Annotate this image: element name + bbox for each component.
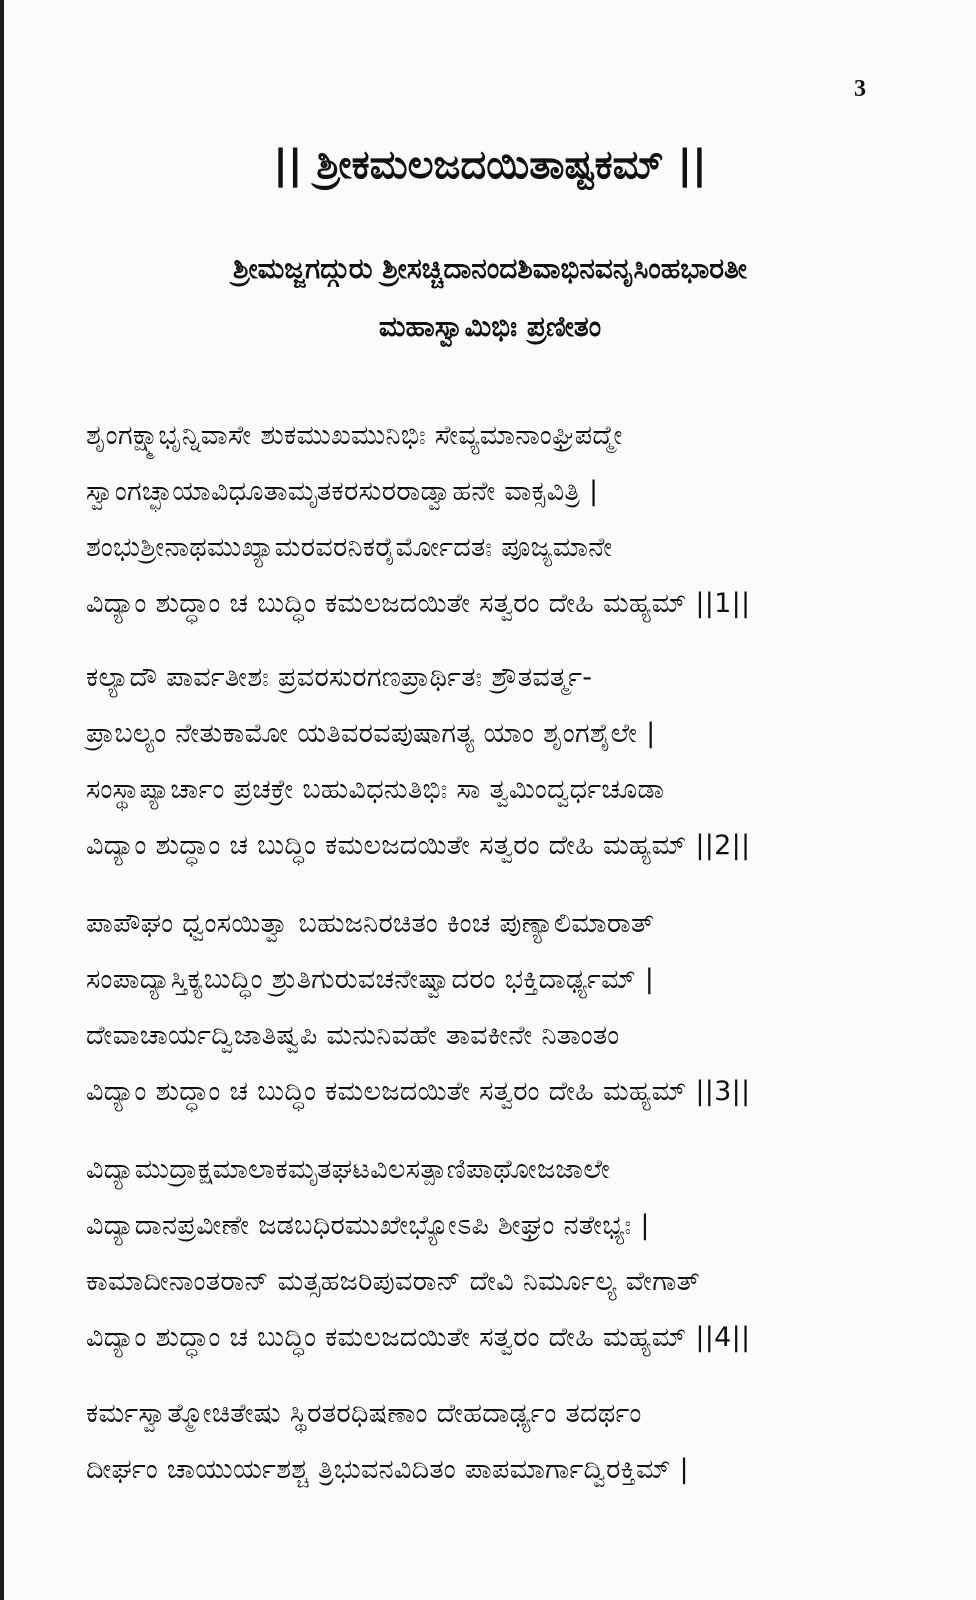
verse-refrain: ವಿದ್ಯಾಂ ಶುದ್ಧಾಂ ಚ ಬುದ್ಧಿಂ ಕಮಲಜದಯಿತೇ ಸತ್ವರಂ ದೇಹಿ ಮಹ್ಯಮ್ ||1|| xyxy=(86,588,751,619)
verse-1 xyxy=(86,408,946,632)
verse-line: ವಿದ್ಯಾಮುದ್ರಾಕ್ಷಮಾಲಾಕಮೃತಘಟವಿಲಸತ್ಪಾಣಿಪಾಥೋಜಜಾಲೇ xyxy=(86,1154,611,1185)
page-title: || ಶ್ರೀಕಮಲಜದಯಿತಾಷ್ಟಕಮ್ || xyxy=(273,142,707,188)
verse-3 xyxy=(86,896,946,1120)
page-number: 3 xyxy=(854,76,866,102)
subtitle-line-1: ಶ್ರೀಮಜ್ಜಗದ್ಗುರು ಶ್ರೀಸಚ್ಚಿದಾನಂದಶಿವಾಭಿನವನೃಸಿಂಹಭಾರತೀ xyxy=(233,252,747,285)
verse-line: ದೇವಾಚಾರ್ಯದ್ವಿಜಾತಿಷ್ವಪಿ ಮನುನಿವಹೇ ತಾವಕೀನೇ ನಿತಾಂತಂ xyxy=(86,1020,620,1051)
verse-line: ದೀರ್ಘಂ ಚಾಯುರ್ಯಶಶ್ಚ ತ್ರಿಭುವನವಿದಿತಂ ಪಾಪಮಾರ್ಗಾದ್ವಿರಕ್ತಿಮ್ | xyxy=(86,1454,689,1485)
verse-line: ಸಂಸ್ಥಾಪ್ಯಾರ್ಚಾಂ ಪ್ರಚಕ್ರೇ ಬಹುವಿಧನುತಿಭಿಃ ಸಾ ತ್ವಮಿಂದ್ವರ್ಧಚೂಡಾ xyxy=(86,774,665,805)
book-page xyxy=(4,0,976,1600)
verse-refrain: ವಿದ್ಯಾಂ ಶುದ್ಧಾಂ ಚ ಬುದ್ಧಿಂ ಕಮಲಜದಯಿತೇ ಸತ್ವರಂ ದೇಹಿ ಮಹ್ಯಮ್ ||3|| xyxy=(86,1076,751,1107)
verse-5 xyxy=(86,1386,946,1498)
verse-line: ಕಲ್ಯಾದೌ ಪಾರ್ವತೀಶಃ ಪ್ರವರಸುರಗಣಪ್ರಾರ್ಥಿತಃ ಶ್ರೌತವರ್ತ್ಮ- xyxy=(86,662,593,693)
verse-2 xyxy=(86,650,946,874)
verse-line: ಪ್ರಾಬಲ್ಯಂ ನೇತುಕಾಮೋ ಯತಿವರವಪುಷಾಗತ್ಯ ಯಾಂ ಶೃಂಗಶೈಲೇ | xyxy=(86,718,656,749)
verse-line: ಸಂಪಾದ್ಯಾಸ್ತಿಕ್ಯಬುದ್ಧಿಂ ಶ್ರುತಿಗುರುವಚನೇಷ್ವಾದರಂ ಭಕ್ತಿದಾರ್ಢ್ಯಮ್ | xyxy=(86,964,655,995)
verse-line: ವಿದ್ಯಾದಾನಪ್ರವೀಣೇ ಜಡಬಧಿರಮುಖೇಭ್ಯೋಽಪಿ ಶೀಘ್ರಂ ನತೇಭ್ಯಃ | xyxy=(86,1210,650,1241)
verse-line: ಸ್ವಾಂಗಚ್ಛಾಯಾವಿಧೂತಾಮೃತಕರಸುರರಾಡ್ವಾಹನೇ ವಾಕ್ಸವಿತ್ರಿ | xyxy=(86,476,599,507)
verse-line: ಶಂಭುಶ್ರೀನಾಥಮುಖ್ಯಾಮರವರನಿಕರೈರ್ಮೋದತಃ ಪೂಜ್ಯಮಾನೇ xyxy=(86,532,613,563)
verse-line: ಶೃಂಗಕ್ಷ್ಮಾಭೃನ್ನಿವಾಸೇ ಶುಕಮುಖಮುನಿಭಿಃ ಸೇವ್ಯಮಾನಾಂಘ್ರಿಪದ್ಮೇ xyxy=(86,420,623,451)
subtitle-line-2: ಮಹಾಸ್ವಾಮಿಭಿಃ ಪ್ರಣೀತಂ xyxy=(378,310,602,343)
verse-4 xyxy=(86,1142,946,1366)
verse-refrain: ವಿದ್ಯಾಂ ಶುದ್ಧಾಂ ಚ ಬುದ್ಧಿಂ ಕಮಲಜದಯಿತೇ ಸತ್ವರಂ ದೇಹಿ ಮಹ್ಯಮ್ ||2|| xyxy=(86,830,751,861)
verse-line: ಕಾಮಾದೀನಾಂತರಾನ್ ಮತ್ಸಹಜರಿಪುವರಾನ್ ದೇವಿ ನಿರ್ಮೂಲ್ಯ ವೇಗಾತ್ xyxy=(86,1266,701,1297)
verse-line: ಕರ್ಮಸ್ವಾತ್ಮೋಚಿತೇಷು ಸ್ಥಿರತರಧಿಷಣಾಂ ದೇಹದಾರ್ಢ್ಯಂ ತದರ್ಥಂ xyxy=(86,1398,642,1429)
verse-line: ಪಾಪೌಘಂ ಧ್ವಂಸಯಿತ್ವಾ ಬಹುಜನಿರಚಿತಂ ಕಿಂಚ ಪುಣ್ಯಾಲಿಮಾರಾತ್ xyxy=(86,908,655,939)
verse-refrain: ವಿದ್ಯಾಂ ಶುದ್ಧಾಂ ಚ ಬುದ್ಧಿಂ ಕಮಲಜದಯಿತೇ ಸತ್ವರಂ ದೇಹಿ ಮಹ್ಯಮ್ ||4|| xyxy=(86,1322,751,1353)
